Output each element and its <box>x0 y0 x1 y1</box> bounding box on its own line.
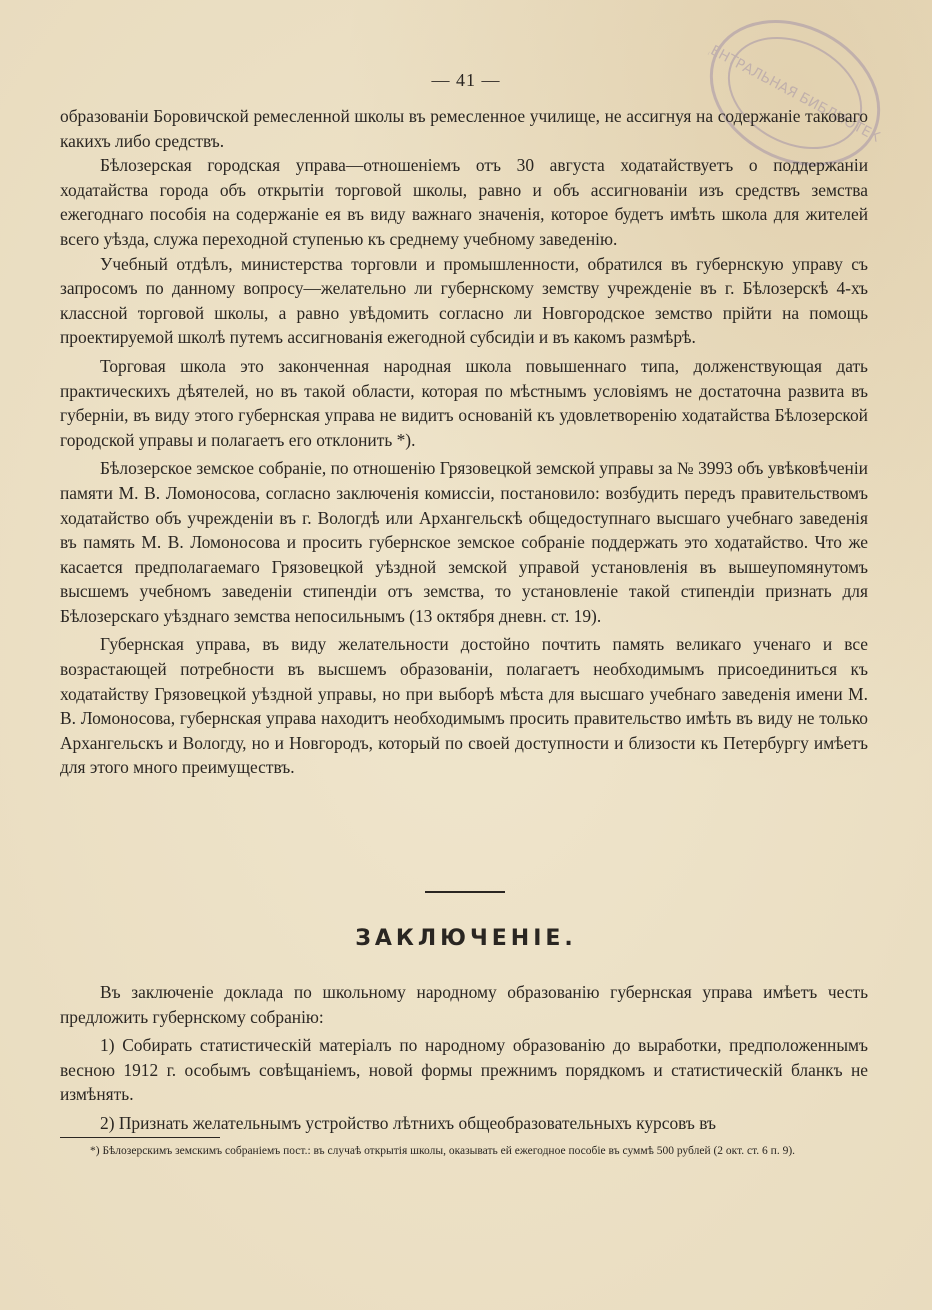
paragraph-3: Учебный отдѣлъ, министерства торговли и промышленности, обратился въ губернскую управу съ запросомъ по данному вопросу—желательно ли губернскому земству учрежденіе въ г. Бѣлозерскѣ 4-хъ классной торговой школы, а равно увѣдомить согласно ли Новгородское земство прійти на помощь проектируемой школѣ путемъ ассигнованія ежегодной субсидіи и въ какомъ размѣрѣ. <box>60 253 868 348</box>
footnote: *) Бѣлозерскимъ земскимъ собраніемъ пост.: въ случаѣ открытія школы, оказывать ей ежегодное пособіе въ суммѣ 500 рублей (2 окт. ст. 6 п. 9). <box>90 1145 796 1157</box>
footnote-rule <box>60 1137 220 1138</box>
conclusion-body <box>60 980 868 1136</box>
conclusion-item-2: 2) Признать желательнымъ устройство лѣтнихъ общеобразовательныхъ курсовъ въ <box>100 1112 717 1133</box>
stamp-text: ЦЕНТРАЛЬНАЯ БИБЛИОТЕКА <box>698 37 891 151</box>
page-number: — 41 — <box>431 70 501 90</box>
paragraph-6: Губернская управа, въ виду желательности достойно почтить память великаго ученаго и все возрастающей потребности въ высшемъ образованіи, полагаетъ необходимымъ присоединиться къ ходатайству Грязовецкой уѣздной управы, но при выборѣ мѣста для высшаго учебнаго заведенія имени М. В. Ломоносова, губернская управа находитъ необходимымъ просить правительство имѣть въ виду не только Архангельскъ и Вологду, но и Новгородъ, который по своей доступности и близости къ Петербургу имѣетъ для этого много преимуществъ. <box>60 634 868 778</box>
paragraph-2: Бѣлозерская городская управа—отношеніемъ отъ 30 августа ходатайствуетъ о поддержаніи ходатайства города объ открытіи торговой школы, равно и объ ассигнованіи изъ средствъ земства ежегоднаго пособія на содержаніе ея въ виду важнаго значенія, которое будетъ имѣть школа для жителей всего уѣзда, служа переходной ступенью къ среднему учебному заведенію. <box>60 155 868 249</box>
main-text <box>60 104 868 780</box>
conclusion-item-1: 1) Собирать статистическій матеріалъ по народному образованію до выработки, предположеннымъ весною 1912 г. особымъ совѣщаніемъ, новой формы прежнимъ порядкомъ и статистическій бланкъ не измѣнять. <box>60 1035 868 1105</box>
paragraph-4: Торговая школа это законченная народная школа повышеннаго типа, долженствующая дать практическихъ дѣятелей, но въ такой области, которая по мѣстнымъ условіямъ не достаточна развита въ губерніи, въ виду этого губернская управа не видитъ основаній къ удовлетворенію ходатайства Бѣлозерской городской управы и полагаетъ его отклонить *). <box>60 355 868 450</box>
paragraph-5: Бѣлозерское земское собраніе, по отношенію Грязовецкой земской управы за № 3993 объ увѣковѣченіи памяти М. В. Ломоносова, согласно заключенія комиссіи, постановило: возбудить передъ правительствомъ ходатайство объ учрежденіи въ г. Вологдѣ или Архангельскѣ общедоступнаго высшаго учебнаго заведенія въ память М. В. Ломоносова и просить губернское земское собраніе поддержать это ходатайство. Что же касается предполагаемаго Грязовецкой уѣздной земской управой установленія въ вышеупомянутомъ высшемъ учебномъ заведеніи стипендіи отъ земства, то установленіе такой стипендіи признать для Бѣлозерскаго уѣзднаго земства непосильнымъ (13 октября дневн. ст. 19). <box>60 458 868 626</box>
section-divider <box>425 891 505 893</box>
conclusion-heading: ЗАКЛЮЧЕНІЕ. <box>355 926 577 951</box>
paragraph-1: образованіи Боровичской ремесленной школы въ ремесленное училище, не ассигнуя на содержаніе таковаго какихъ либо средствъ. <box>60 106 868 151</box>
conclusion-intro: Въ заключеніе доклада по школьному народному образованію губернская управа имѣетъ честь предложить губернскому собранію: <box>60 982 868 1027</box>
